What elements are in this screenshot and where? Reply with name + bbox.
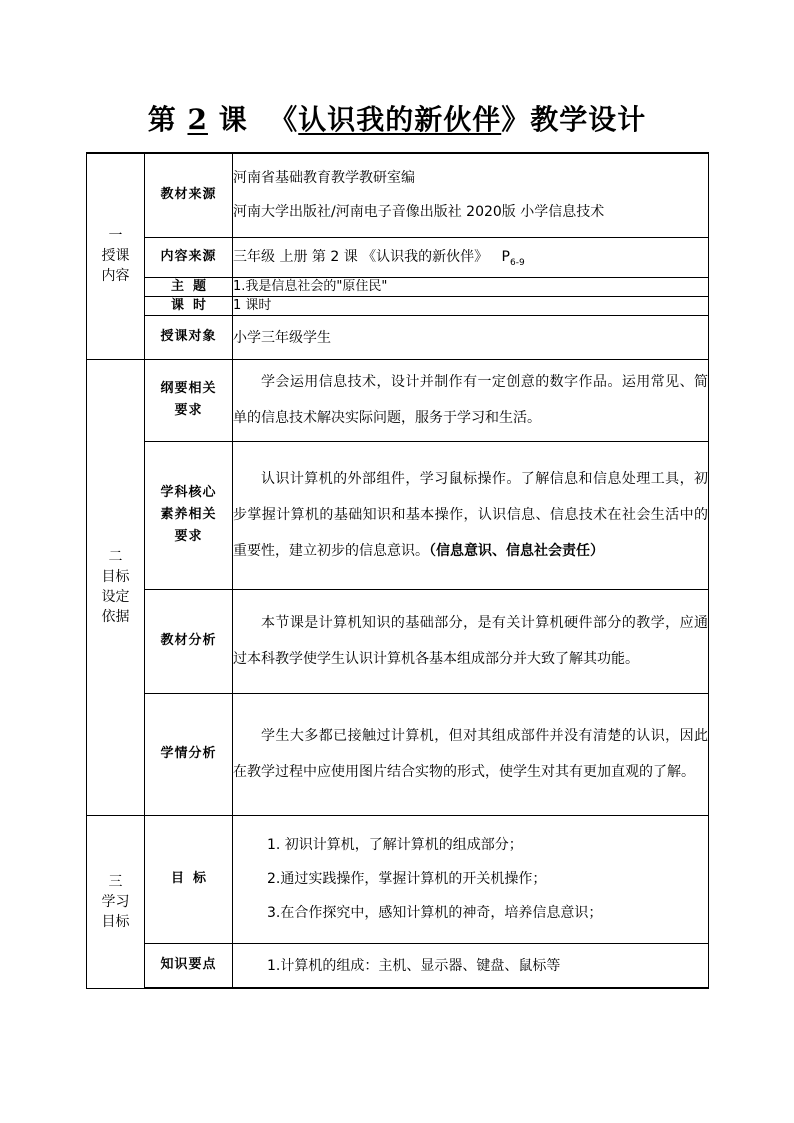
value-outline: 学会运用信息技术，设计并制作有一定创意的数字作品。运用常见、简单的信息技术解决实际问题，服务于学习和生活。 xyxy=(233,359,709,441)
value-hours: 1 课时 xyxy=(233,296,709,315)
value-content-source: 三年级 上册 第 2 课 《认识我的新伙伴》 $P_{6-9}$ xyxy=(233,237,709,277)
row-textbook-source xyxy=(87,153,709,237)
row-topic xyxy=(87,277,709,296)
label-learner-analysis: 学情分析 xyxy=(145,693,233,815)
goal-item: 2.通过实践操作，掌握计算机的开关机操作； xyxy=(267,871,547,887)
row-outline xyxy=(87,359,709,441)
value-textbook-source: 河南省基础教育教学教研室编 河南大学出版社/河南电子音像出版社 2020版 小学信息技术 xyxy=(233,153,709,237)
label-hours: 课 时 xyxy=(145,296,233,315)
lesson-plan-table xyxy=(86,152,709,989)
label-core-literacy: 学科核心 素养相关 要求 xyxy=(145,441,233,589)
value-knowledge: 1.计算机的组成：主机、显示器、键盘、鼠标等 xyxy=(233,943,709,988)
section-1-header: 一 授课 内容 xyxy=(87,153,145,359)
goal-item: 3.在合作探究中，感知计算机的神奇，培养信息意识； xyxy=(267,905,603,921)
value-material-analysis: 本节课是计算机知识的基础部分，是有关计算机硬件部分的教学，应通过本科教学使学生认识计算机各基本组成部分并大致了解其功能。 xyxy=(233,589,709,693)
label-knowledge: 知识要点 xyxy=(145,943,233,988)
label-topic: 主 题 xyxy=(145,277,233,296)
row-goals xyxy=(87,815,709,943)
document-title: 第 2 课 《认识我的新伙伴》教学设计 xyxy=(147,103,647,136)
value-topic: 1.我是信息社会的"原住民" xyxy=(233,277,709,296)
label-textbook-source: 教材来源 xyxy=(145,153,233,237)
section-3-header: 三 学习 目标 xyxy=(87,815,145,988)
row-learner-analysis xyxy=(87,693,709,815)
label-content-source: 内容来源 xyxy=(145,237,233,277)
goal-item: 1. 初识计算机，了解计算机的组成部分； xyxy=(267,837,523,853)
label-goals: 目 标 xyxy=(145,815,233,943)
row-knowledge xyxy=(87,943,709,988)
value-core-literacy: 认识计算机的外部组件，学习鼠标操作。了解信息和信息处理工具，初步掌握计算机的基础知识和基本操作，认识信息、信息技术在社会生活中的重要性，建立初步的信息意识。（信息意识、信息社会责任） xyxy=(233,441,709,589)
value-learner-analysis: 学生大多都已接触过计算机，但对其组成部件并没有清楚的认识，因此在教学过程中应使用图片结合实物的形式，使学生对其有更加直观的了解。 xyxy=(233,693,709,815)
label-material-analysis: 教材分析 xyxy=(145,589,233,693)
row-hours xyxy=(87,296,709,315)
label-outline: 纲要相关 要求 xyxy=(145,359,233,441)
row-material-analysis xyxy=(87,589,709,693)
row-audience xyxy=(87,315,709,359)
lesson-number: 2 xyxy=(187,103,208,136)
label-audience: 授课对象 xyxy=(145,315,233,359)
row-content-source xyxy=(87,237,709,277)
section-2-header: 二 目标 设定 依据 xyxy=(87,359,145,815)
lesson-name: 认识我的新伙伴 xyxy=(298,103,502,136)
row-core-literacy xyxy=(87,441,709,589)
value-audience: 小学三年级学生 xyxy=(233,315,709,359)
value-goals xyxy=(233,815,709,943)
